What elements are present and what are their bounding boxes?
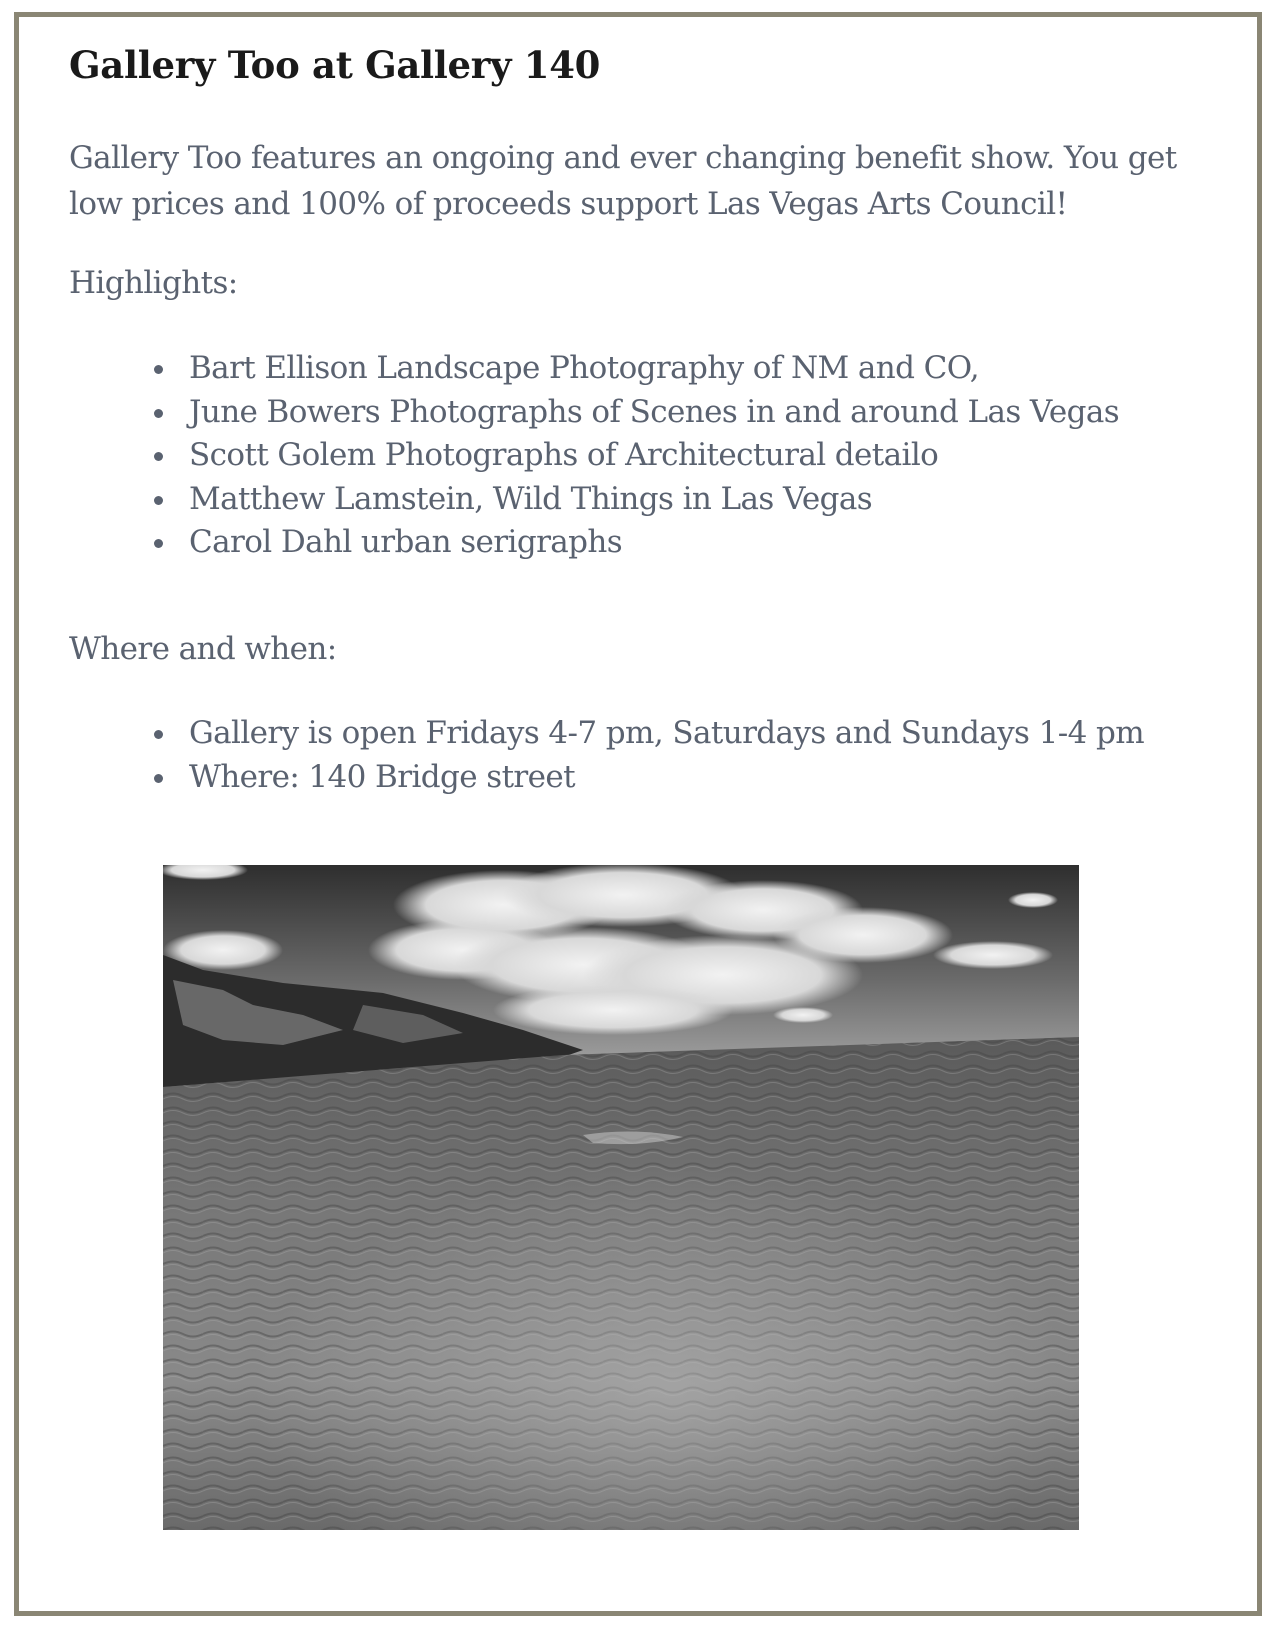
card-title: Gallery Too at Gallery 140 [69,43,601,87]
list-item-text: Bart Ellison Landscape Photography of NM and CO, [189,350,979,386]
intro-paragraph: Gallery Too features an ongoing and ever changing benefit show. You get low prices and 100% of proceeds support Las Vegas Arts Council! [69,140,1177,222]
list-item [149,756,1144,800]
list-item-text: Carol Dahl urban serigraphs [189,524,623,560]
bullet-icon [154,730,163,739]
where-when-list [149,712,1144,799]
list-item [149,347,1119,391]
bullet-icon [154,774,163,783]
highlights-list [149,347,1119,565]
list-item-text: June Bowers Photographs of Scenes in and around Las Vegas [189,393,1120,430]
where-when-label: Where and when: [69,631,337,667]
bullet-icon [154,365,163,374]
list-item-text: Where: 140 Bridge street [189,758,575,795]
list-item [149,391,1119,435]
list-item [149,434,1119,478]
landscape-photo [163,865,1079,1530]
list-item [149,712,1144,756]
bullet-icon [154,409,163,418]
bullet-icon [154,452,163,461]
list-item-text: Matthew Lamstein, Wild Things in Las Vegas [189,480,873,517]
bullet-icon [154,539,163,548]
list-item [149,478,1119,522]
highlights-label: Highlights: [69,265,238,301]
content-card [14,12,1262,1616]
bullet-icon [154,496,163,505]
list-item-text: Scott Golem Photographs of Architectural detailo [189,437,939,473]
list-item [149,521,1119,565]
list-item-text: Gallery is open Fridays 4-7 pm, Saturdays and Sundays 1-4 pm [189,715,1145,751]
sand-dunes-image [163,865,1079,1530]
